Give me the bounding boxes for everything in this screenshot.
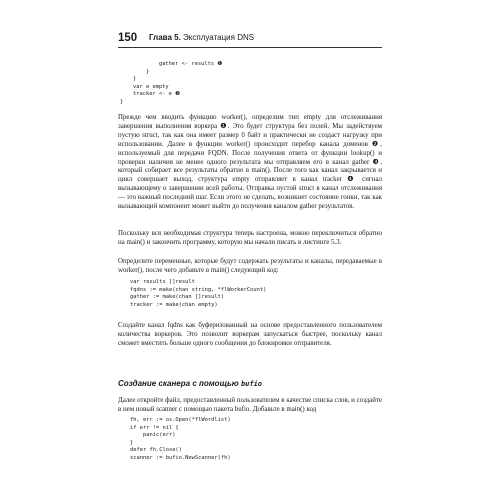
paragraph-fqdns-channel: Создайте канал fqdns как буферизованный на основе предоставленного пользователем количества воркеров. Это позволит воркерам запускаться быстрее, поскольку канал сможет вместить больше одного сообщения до блокировки отправителя. xyxy=(118,322,382,347)
header-rule xyxy=(118,47,382,48)
code-block: fh, err := os.Open(*flWordlist) if err != nil { panic(err) } defer fh.Close() scanner := bufio.NewScanner(fh) xyxy=(130,417,231,461)
page-header xyxy=(118,31,382,45)
paragraph-open-wordlist: Далее откройте файл, предоставленный пользователем в качестве списка слов, и создайте в нем новый scanner с помощью пакета bufio. Добавьте в main() код xyxy=(118,397,382,413)
chapter-label: Глава 5. xyxy=(149,33,181,42)
chapter-title: Эксплуатация DNS xyxy=(180,33,255,42)
page-number: 150 xyxy=(118,32,138,44)
section-subheading xyxy=(118,378,262,390)
paragraph-switch-to-main: Поскольку вся необходимая структура теперь настроена, можно переключиться обратно на main() и закончить программу, которую мы начали писать в листинге 5.3. xyxy=(118,230,382,246)
code-block: gather <- results ❶ } } var e empty tracker <- e ❷ } xyxy=(120,61,223,105)
subheading-code: bufio xyxy=(240,380,263,388)
code-block: var results []result fqdns := make(chan string, *flWorkerCount) gather := make(chan []result) tracker := make(chan empty) xyxy=(130,279,267,308)
paragraph-define-variables: Определите переменные, которые будут содержать результаты и каналы, передаваемые в worker(), после чего добавьте в main() следующий код: xyxy=(118,258,382,274)
chapter-heading xyxy=(149,32,254,44)
subheading-text: Создание сканера с помощью xyxy=(118,379,241,388)
paragraph-worker-explanation: Прежде чем вводить функцию worker(), определим тип empty для отслеживания завершения выполнения воркера ❶. Это будет структура без полей. Мы задействуем пустую struct, так как она имеет размер 0 байт и практически не создаст нагрузку при использовании. Далее в функции worker() происходит перебор канала доменов ❷, используемый для передачи FQDN. После получения ответа от функции lookup() и проверки наличия не менее одного результата мы отправляем его в канал gather ❸, который собирает все результаты обратно в main(). После того как канал закрывается и цикл совершает выход, структура empty отправляет в канал tracker ❹ сигнал вызывающему о завершении всей работы. Отправка пустой struct в канал отслеживания — это важный последний шаг. Если этого не сделать, возникнет состояние гонки, так как вызывающий компонент может выйти до получения каналом gather результатов. xyxy=(118,114,382,211)
